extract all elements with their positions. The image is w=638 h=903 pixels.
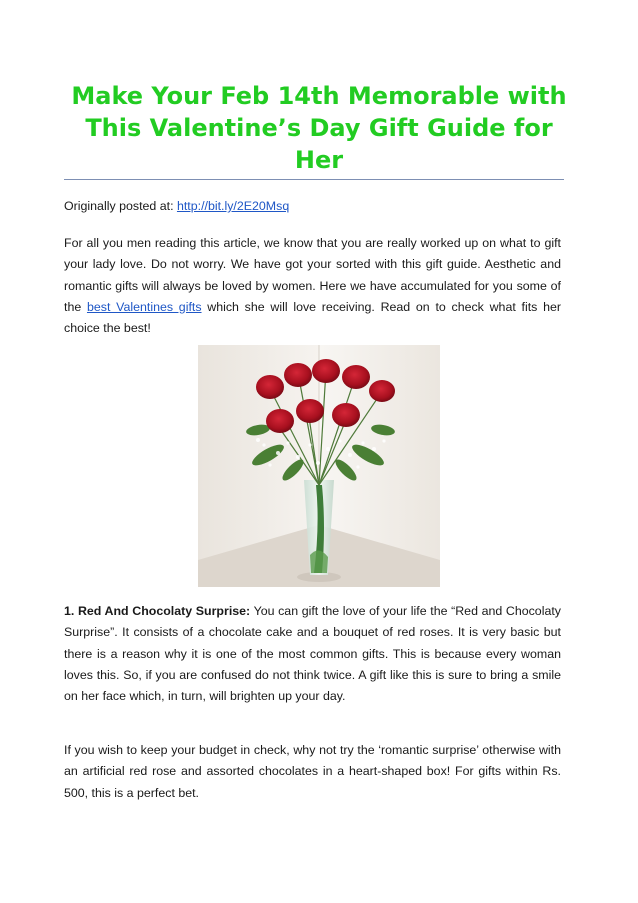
gift-item-1-heading: 1. Red And Chocolaty Surprise: [64,604,251,618]
intro-text-end: which she will love receiving. Read on to check what fits her choice the best! [64,299,561,336]
gift-item-1-body: You can gift the love of your life the “Red and Chocolaty Surprise”. It consists of a chocolate cake and a bouquet of red roses. It is very basic but there is a reason why it is one of the most common gifts. This is because every woman loves this. So, if you are confused do not think twice. A gift like this is sure to bring a smile on her face which, in turn, will brighten up your day. [64,604,561,704]
budget-paragraph: If you wish to keep your budget in check, why not try the ‘romantic surprise’ otherwise with an artificial red rose and assorted chocolates in a heart-shaped box! For gifts within Rs. 500, this is a perfect bet. [64,743,561,800]
posted-prefix: Originally posted at: [64,199,177,213]
source-link[interactable]: http://bit.ly/2E20Msq [176,199,290,213]
article-title: Make Your Feb 14th Memorable with This Valentine’s Day Gift Guide for Her [71,82,567,174]
valentines-gifts-link[interactable]: best Valentines gifts [86,299,202,314]
posted-line [64,196,561,217]
roses-in-vase-image [198,345,440,587]
gift-item-1-paragraph [64,601,561,707]
title-divider [64,179,564,180]
intro-text-start: For all you men reading this article, we know that you are really worked up on what to gift your lady love. Do not worry. We have got your sorted with this gift guide. Aesthetic and romantic gifts will always be loved by women. Here we have accumulated for you some of the [64,236,561,314]
rose-vase-photo [198,345,440,587]
intro-paragraph [64,233,561,339]
